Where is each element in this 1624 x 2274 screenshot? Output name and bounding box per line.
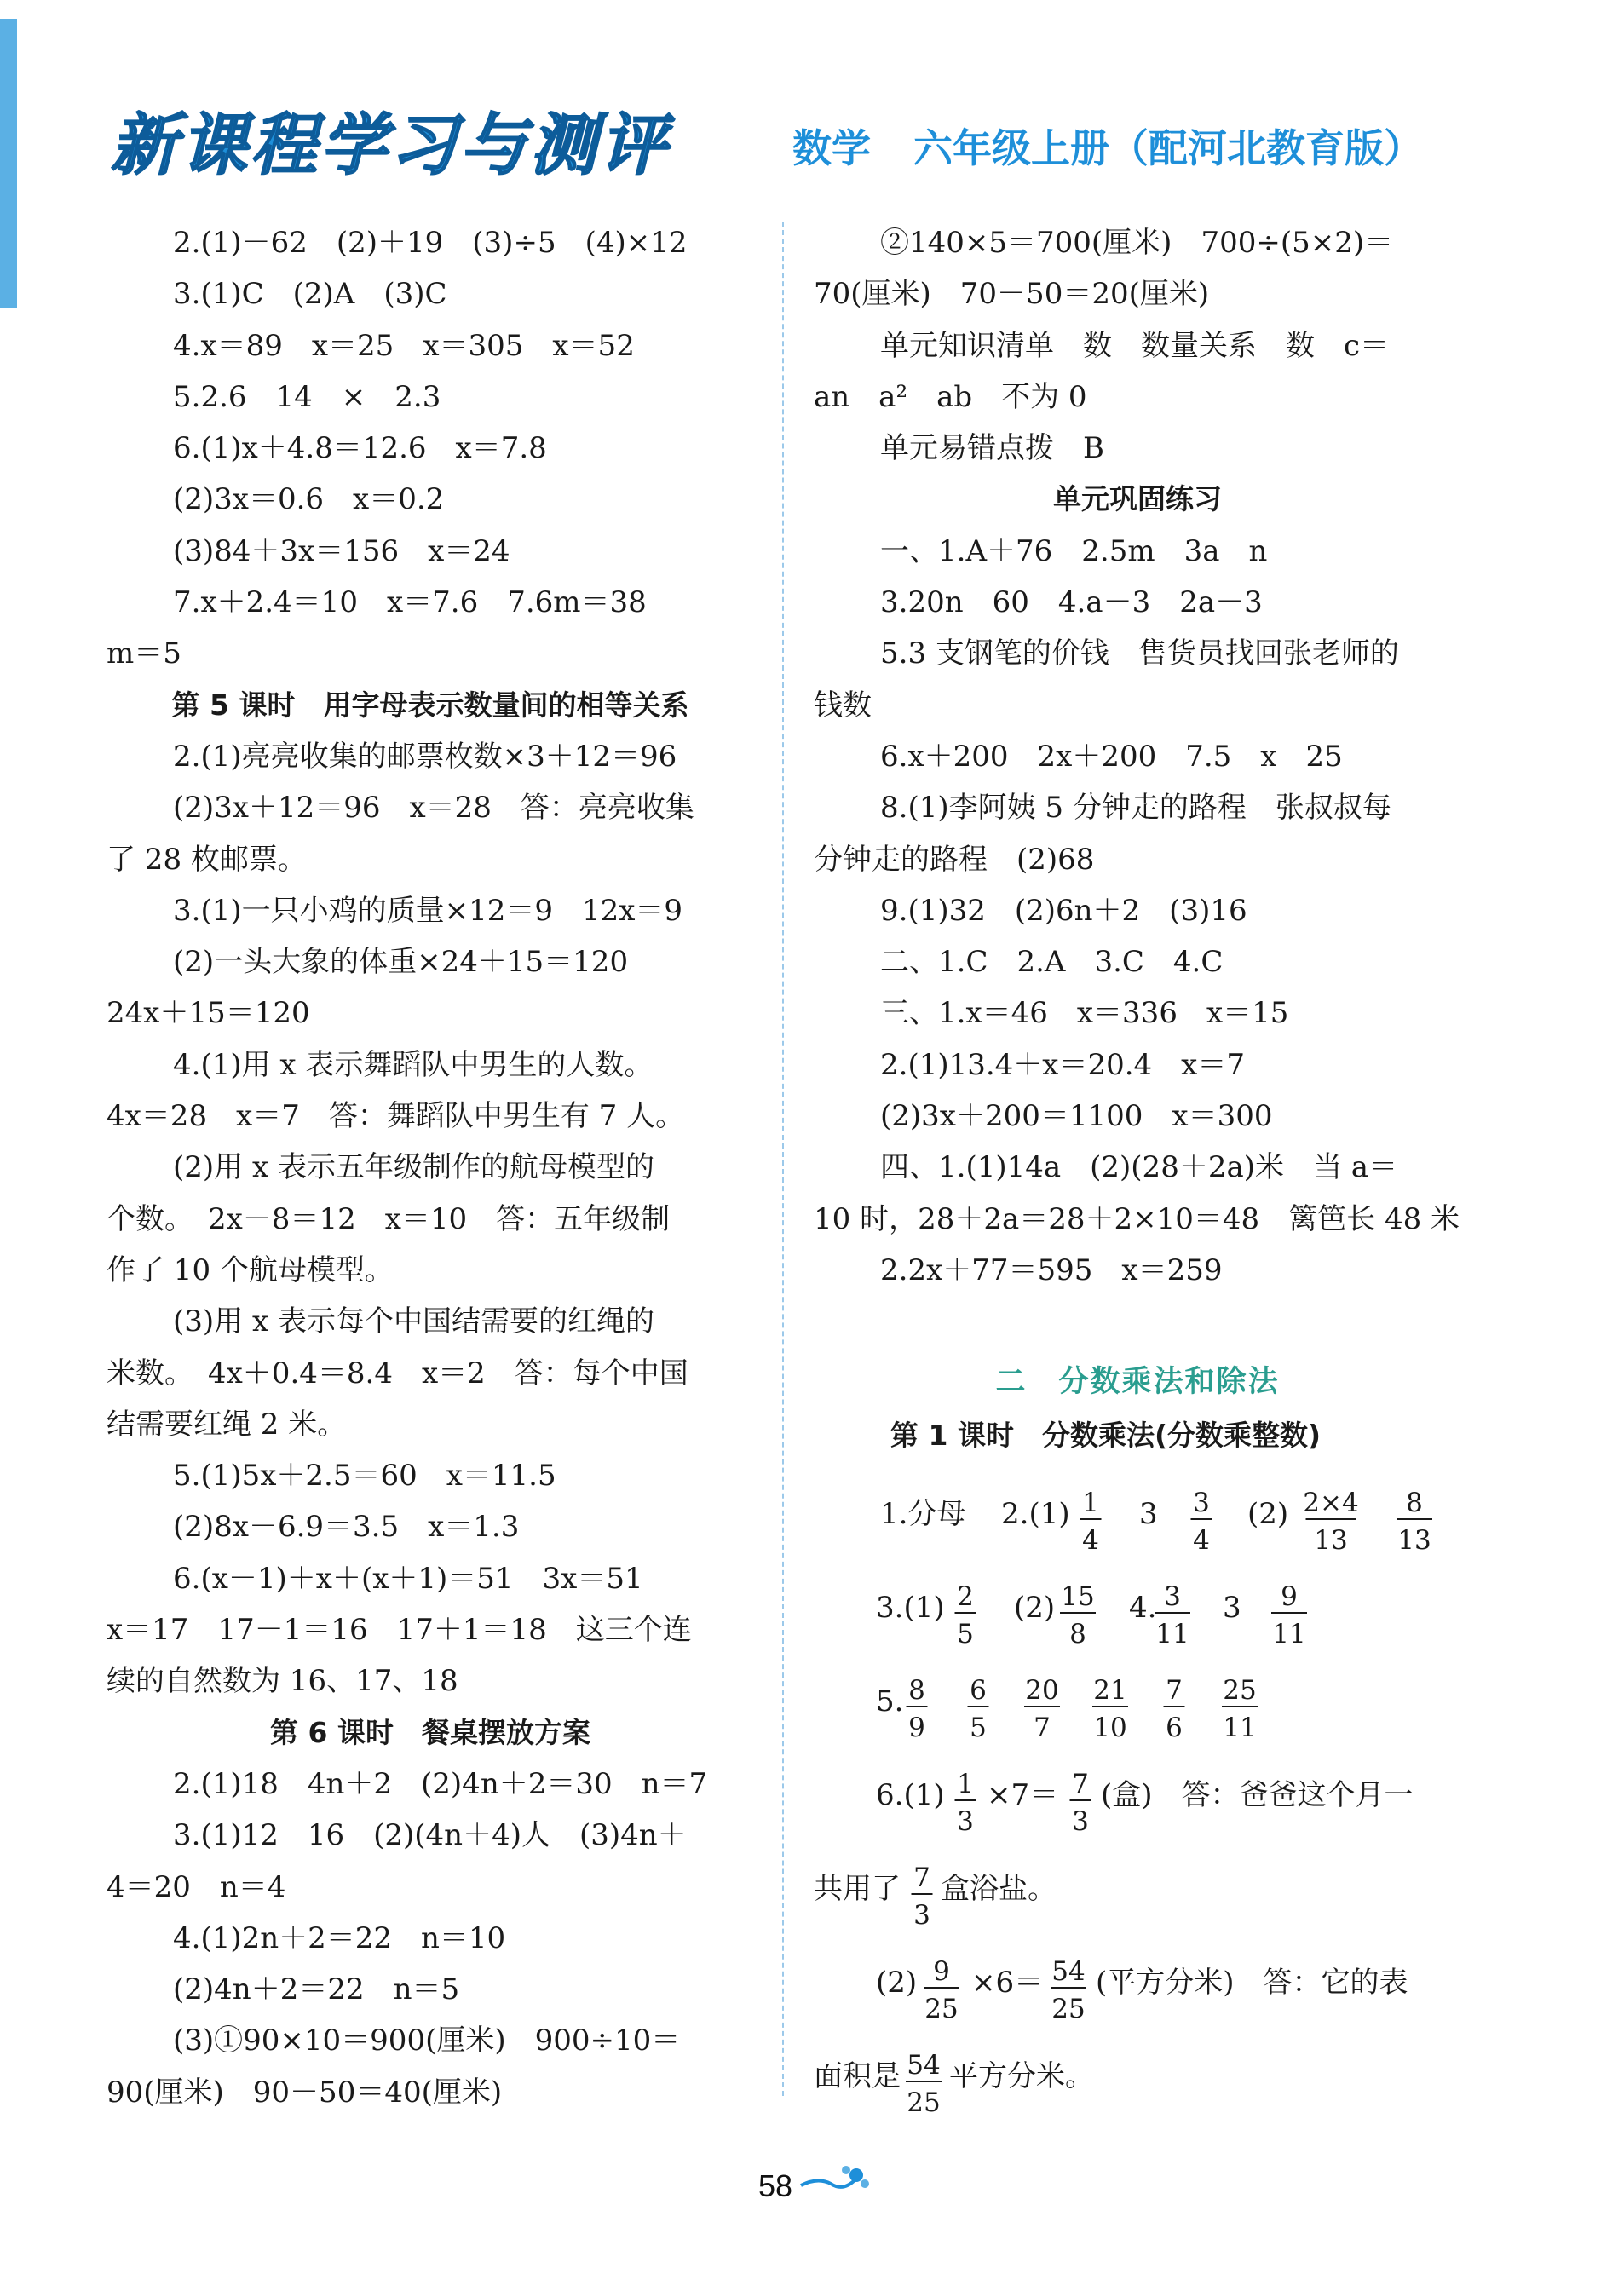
fraction-numerator: 54	[907, 2050, 941, 2081]
answer-line: 四、1.(1)14a (2)(28＋2a)米 当 a＝	[880, 1150, 1398, 1185]
fraction-numerator: 7	[913, 1862, 930, 1893]
fraction-numerator: 2×4	[1303, 1488, 1359, 1518]
answer-line: 7.x＋2.4＝10 x＝7.6 7.6m＝38	[173, 585, 647, 620]
page-ornament-icon	[797, 2160, 873, 2202]
question-label: 2.(1)	[1001, 1497, 1070, 1531]
fraction-denominator: 7	[1034, 1713, 1051, 1743]
answer-line: (2)4n＋2＝22 n＝5	[173, 1972, 460, 2007]
answer-line: 70(厘米) 70－50＝20(厘米)	[814, 277, 1210, 312]
answer-line: 5.(1)5x＋2.5＝60 x＝11.5	[173, 1459, 556, 1494]
fraction-denominator: 9	[908, 1713, 925, 1743]
answer-line: 二、1.C 2.A 3.C 4.C	[880, 945, 1224, 980]
answer-line: 米数。 4x＋0.4＝8.4 x＝2 答：每个中国	[107, 1356, 688, 1390]
answer-line: 3.20n 60 4.a－3 2a－3	[880, 585, 1263, 620]
answer-line: 分钟走的路程 (2)68	[814, 842, 1095, 877]
section-title: 第 5 课时 用字母表示数量间的相等关系	[171, 688, 689, 722]
answer-line: 2.(1)13.4＋x＝20.4 x＝7	[880, 1047, 1245, 1082]
answer-line: 作了 10 个航母模型。	[107, 1252, 394, 1287]
answer-line: m＝5	[107, 636, 181, 671]
answer-line: 24x＋15＝120	[107, 996, 310, 1031]
fraction-denominator: 4	[1193, 1525, 1210, 1556]
fraction-denominator: 13	[1314, 1525, 1348, 1556]
fraction-denominator: 13	[1397, 1525, 1431, 1556]
answer-line: 6.x＋200 2x＋200 7.5 x 25	[880, 739, 1343, 774]
answer-line: (2)3x＋200＝1100 x＝300	[880, 1099, 1273, 1134]
answer-line: (2)一头大象的体重×24＋15＝120	[173, 945, 629, 980]
answer-line: 单元易错点拨 B	[880, 431, 1104, 466]
answer-line: 结需要红绳 2 米。	[107, 1407, 347, 1442]
fraction-numerator: 54	[1051, 1956, 1086, 1987]
question-label: (2)	[1014, 1591, 1056, 1625]
answer-value: 平方分米。	[949, 2059, 1094, 2093]
grade-label: 六年级上册（配河北教育版）	[913, 125, 1423, 171]
answer-value: ×7＝	[987, 1778, 1059, 1812]
answer-value: 共用了	[814, 1872, 901, 1906]
fraction-numerator: 8	[908, 1675, 925, 1706]
section-title: 第 6 课时 餐桌摆放方案	[270, 1715, 590, 1749]
answer-line: an a² ab 不为 0	[814, 379, 1087, 414]
answer-line: (2)8x－6.9＝3.5 x＝1.3	[173, 1510, 520, 1545]
fraction-denominator: 11	[1272, 1619, 1306, 1649]
fraction-denominator: 6	[1166, 1713, 1183, 1743]
page-number: 58	[758, 2168, 793, 2203]
fraction-numerator: 25	[1223, 1675, 1257, 1706]
answer-line: 10 时，28＋2a＝28＋2×10＝48 篱笆长 48 米	[814, 1201, 1460, 1236]
answer-line: 4.(1)2n＋2＝22 n＝10	[173, 1920, 506, 1955]
fraction-numerator: 2	[957, 1581, 974, 1612]
question-label: 4.	[1129, 1591, 1157, 1625]
fraction-numerator: 6	[970, 1675, 987, 1706]
fraction-denominator: 25	[907, 2087, 941, 2118]
fraction-denominator: 8	[1069, 1619, 1086, 1649]
answer-line: 三、1.x＝46 x＝336 x＝15	[880, 996, 1289, 1031]
answer-line: 6.(x－1)＋x＋(x＋1)＝51 3x＝51	[173, 1561, 643, 1596]
fraction-denominator: 3	[957, 1806, 974, 1837]
fraction-numerator: 8	[1406, 1488, 1423, 1518]
answer-line: 2.(1)18 4n＋2 (2)4n＋2＝30 n＝7	[173, 1766, 708, 1801]
fraction-numerator: 7	[1072, 1769, 1089, 1799]
answer-line: (3)用 x 表示每个中国结需要的红绳的	[173, 1304, 654, 1339]
answer-line: 钱数	[814, 688, 872, 722]
answer-line: 了 28 枚邮票。	[107, 842, 307, 877]
fraction-denominator: 5	[957, 1619, 974, 1649]
fraction-denominator: 25	[1051, 1994, 1086, 2024]
answer-line: 个数。 2x－8＝12 x＝10 答：五年级制	[107, 1201, 671, 1236]
lesson-heading: 第 1 课时 分数乘法(分数乘整数)	[890, 1419, 1322, 1452]
fraction-numerator: 7	[1166, 1675, 1183, 1706]
fraction-numerator: 1	[957, 1769, 974, 1799]
answer-line: 4.(1)用 x 表示舞蹈队中男生的人数。	[173, 1047, 654, 1082]
question-label: 5.	[876, 1684, 904, 1718]
fraction-numerator: 9	[1281, 1581, 1298, 1612]
answer-line: 2.(1)亮亮收集的邮票枚数×3＋12＝96	[173, 739, 677, 774]
answer-line: 5.2.6 14 × 2.3	[173, 379, 441, 414]
fraction-denominator: 25	[924, 1994, 959, 2024]
answer-value: 盒浴盐。	[941, 1872, 1057, 1906]
subject-label: 数学	[792, 125, 871, 171]
question-label: 6.(1)	[876, 1778, 945, 1812]
question-label: (2)	[1247, 1497, 1289, 1531]
answer-line: 3.(1)一只小鸡的质量×12＝9 12x＝9	[173, 893, 683, 928]
unit-heading: 二 分数乘法和除法	[995, 1365, 1280, 1399]
answer-value: 面积是	[814, 2059, 901, 2093]
answer-line: (3)①90×10＝900(厘米) 900÷10＝	[173, 2024, 681, 2058]
answer-line: 5.3 支钢笔的价钱 售货员找回张老师的	[880, 636, 1399, 671]
fraction-denominator: 11	[1223, 1713, 1257, 1743]
answer-line: x＝17 17－1＝16 17＋1＝18 这三个连	[107, 1613, 692, 1648]
book-title: 新课程学习与测评	[111, 107, 671, 184]
answer-value: 3	[1139, 1497, 1158, 1531]
answer-line: (3)84＋3x＝156 x＝24	[173, 533, 510, 568]
fraction-denominator: 11	[1155, 1619, 1189, 1649]
fraction-denominator: 10	[1093, 1713, 1127, 1743]
question-label: (2)	[876, 1966, 918, 2000]
section-title: 单元巩固练习	[1053, 482, 1222, 516]
answer-line: 一、1.A＋76 2.5m 3a n	[880, 533, 1268, 568]
answer-line: 90(厘米) 90－50＝40(厘米)	[107, 2075, 503, 2110]
fraction-numerator: 1	[1082, 1488, 1099, 1518]
answer-line: 6.(1)x＋4.8＝12.6 x＝7.8	[173, 431, 547, 466]
answer-line: ②140×5＝700(厘米) 700÷(5×2)＝	[880, 226, 1394, 260]
answer-line: 4x＝28 x＝7 答：舞蹈队中男生有 7 人。	[107, 1099, 685, 1134]
answer-line: 3.(1)C (2)A (3)C	[173, 277, 447, 312]
fraction-numerator: 3	[1193, 1488, 1210, 1518]
answer-value: ×6＝	[971, 1966, 1044, 2000]
answer-line: (2)3x＋12＝96 x＝28 答：亮亮收集	[173, 791, 694, 826]
answer-line: 3.(1)12 16 (2)(4n＋4)人 (3)4n＋	[173, 1818, 687, 1853]
answer-line: 4＝20 n＝4	[107, 1869, 286, 1904]
answer-line: 单元知识清单 数 数量关系 数 c＝	[880, 328, 1390, 363]
answer-line: (2)3x＝0.6 x＝0.2	[173, 482, 445, 517]
fraction-numerator: 21	[1093, 1675, 1127, 1706]
answer-line: 2.(1)－62 (2)＋19 (3)÷5 (4)×12	[173, 226, 688, 260]
question-label: 1.分母	[880, 1497, 966, 1531]
answer-value: (盒) 答：爸爸这个月一	[1101, 1778, 1414, 1812]
answer-line: 续的自然数为 16、17、18	[107, 1664, 458, 1699]
answer-line: 9.(1)32 (2)6n＋2 (3)16	[880, 893, 1247, 928]
fraction-numerator: 20	[1025, 1675, 1059, 1706]
fraction-numerator: 15	[1061, 1581, 1095, 1612]
fraction-denominator: 5	[970, 1713, 987, 1743]
answer-value: (平方分米) 答：它的表	[1096, 1966, 1408, 2000]
answer-line: (2)用 x 表示五年级制作的航母模型的	[173, 1150, 654, 1185]
answer-value: 3	[1223, 1591, 1241, 1625]
fraction-numerator: 3	[1164, 1581, 1181, 1612]
answer-line: 2.2x＋77＝595 x＝259	[880, 1252, 1223, 1287]
question-label: 3.(1)	[876, 1591, 945, 1625]
fraction-denominator: 3	[1072, 1806, 1089, 1837]
fraction-denominator: 3	[913, 1900, 930, 1931]
answer-line: 8.(1)李阿姨 5 分钟走的路程 张叔叔每	[880, 791, 1391, 826]
fraction-numerator: 9	[933, 1956, 950, 1987]
fraction-denominator: 4	[1082, 1525, 1099, 1556]
answer-line: 4.x＝89 x＝25 x＝305 x＝52	[173, 328, 635, 363]
